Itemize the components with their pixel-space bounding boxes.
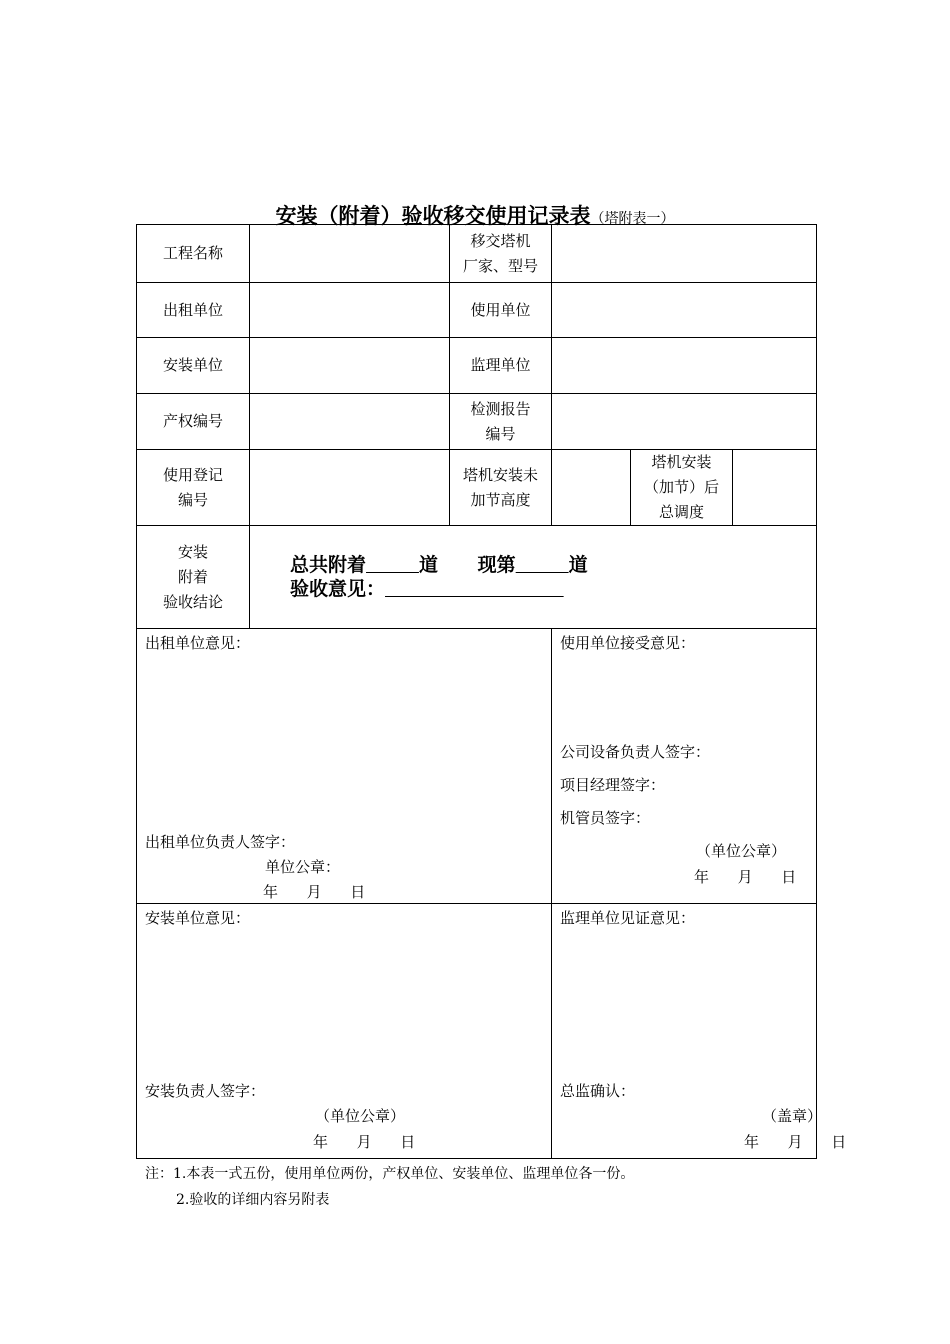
label-reg-no-line1: 使用登记	[162, 465, 223, 484]
lessor-seal-label: 单位公章：	[265, 858, 341, 876]
lessor-sign-label: 出租单位负责人签字：	[145, 833, 296, 851]
user-opinion-box[interactable]	[552, 629, 817, 904]
label-height-added-line1: 塔机安装	[651, 453, 712, 471]
form-title-main: 安装（附着）验收移交使用记录表	[275, 204, 591, 228]
label-lessor: 出租单位	[137, 283, 250, 338]
field-supervisor[interactable]	[552, 338, 817, 394]
user-pm-sign-label: 项目经理签字：	[560, 776, 666, 794]
field-conclusion[interactable]	[250, 526, 817, 629]
label-height-unadded-line1: 塔机安装未	[462, 465, 538, 484]
label-report-no-line1: 检测报告	[470, 399, 531, 418]
supervisor-opinion-box[interactable]	[552, 904, 847, 1159]
note-line-2: 2.验收的详细内容另附表	[176, 1192, 330, 1208]
user-equip-sign-label: 公司设备负责人签字：	[560, 743, 711, 761]
supervisor-opinion-title: 监理单位见证意见：	[560, 909, 696, 927]
label-tower-model-line1: 移交塔机	[470, 231, 531, 250]
conclusion-current-prefix: 现第	[477, 554, 516, 576]
field-tower-model[interactable]	[552, 225, 817, 283]
conclusion-opinion-line	[250, 577, 816, 601]
user-date: 年 月 日	[694, 868, 797, 886]
label-height-added-line3: 总调度	[658, 503, 704, 521]
label-height-added-line2: （加节）后	[643, 478, 719, 496]
label-tower-model-line2: 厂家、型号	[462, 256, 538, 275]
installer-sign-label: 安装负责人签字：	[145, 1082, 266, 1100]
field-report-no[interactable]	[552, 394, 817, 450]
label-conclusion-line3: 验收结论	[162, 592, 223, 611]
label-installer: 安装单位	[137, 338, 250, 394]
lessor-opinion-box[interactable]	[137, 629, 552, 904]
label-height-added	[631, 450, 733, 526]
installer-seal-label: （单位公章）	[315, 1107, 406, 1125]
conclusion-dao-2: 道	[568, 554, 588, 576]
label-height-unadded-line2: 加节高度	[470, 490, 531, 509]
label-project-name: 工程名称	[137, 225, 250, 283]
field-user-unit[interactable]	[552, 283, 817, 338]
label-property-no: 产权编号	[137, 394, 250, 450]
label-user-unit: 使用单位	[450, 283, 552, 338]
field-lessor[interactable]	[250, 283, 450, 338]
conclusion-opinion-prefix: 验收意见：	[290, 578, 386, 600]
conclusion-current-blank[interactable]	[516, 554, 569, 576]
lessor-opinion-title: 出租单位意见：	[145, 634, 251, 652]
supervisor-date: 年 月 日	[744, 1133, 847, 1151]
label-tower-model	[450, 225, 552, 283]
field-reg-no[interactable]	[250, 450, 450, 526]
conclusion-opinion-blank[interactable]	[385, 578, 564, 600]
label-conclusion-line1: 安装	[177, 542, 208, 561]
supervisor-sign-label: 总监确认：	[560, 1082, 636, 1100]
conclusion-total-blank[interactable]	[366, 554, 419, 576]
record-table	[136, 224, 847, 1159]
form-title-sub: （塔附表一）	[590, 211, 675, 227]
installer-opinion-title: 安装单位意见：	[145, 909, 251, 927]
field-project-name[interactable]	[250, 225, 450, 283]
lessor-date: 年 月 日	[263, 883, 366, 901]
label-height-unadded	[450, 450, 552, 526]
field-installer[interactable]	[250, 338, 450, 394]
supervisor-seal-label: （盖章）	[762, 1107, 823, 1125]
note-line-1: 注：1.本表一式五份，使用单位两份，产权单位、安装单位、监理单位各一份。	[145, 1166, 635, 1182]
label-report-no-line2: 编号	[485, 424, 516, 443]
installer-date: 年 月 日	[313, 1133, 416, 1151]
field-property-no[interactable]	[250, 394, 450, 450]
conclusion-count-line	[250, 553, 816, 577]
user-seal-label: （单位公章）	[696, 842, 787, 860]
field-height-unadded[interactable]	[552, 450, 631, 526]
conclusion-total-prefix: 总共附着	[290, 554, 367, 576]
user-opinion-title: 使用单位接受意见：	[560, 634, 696, 652]
installer-opinion-box[interactable]	[137, 904, 552, 1159]
label-reg-no	[137, 450, 250, 526]
label-conclusion-line2: 附着	[177, 567, 208, 586]
field-height-added[interactable]	[733, 450, 817, 526]
label-conclusion	[137, 526, 250, 629]
user-mech-sign-label: 机管员签字：	[560, 809, 651, 827]
label-supervisor: 监理单位	[450, 338, 552, 394]
conclusion-dao-1: 道	[418, 554, 438, 576]
label-report-no	[450, 394, 552, 450]
label-reg-no-line2: 编号	[177, 490, 208, 509]
